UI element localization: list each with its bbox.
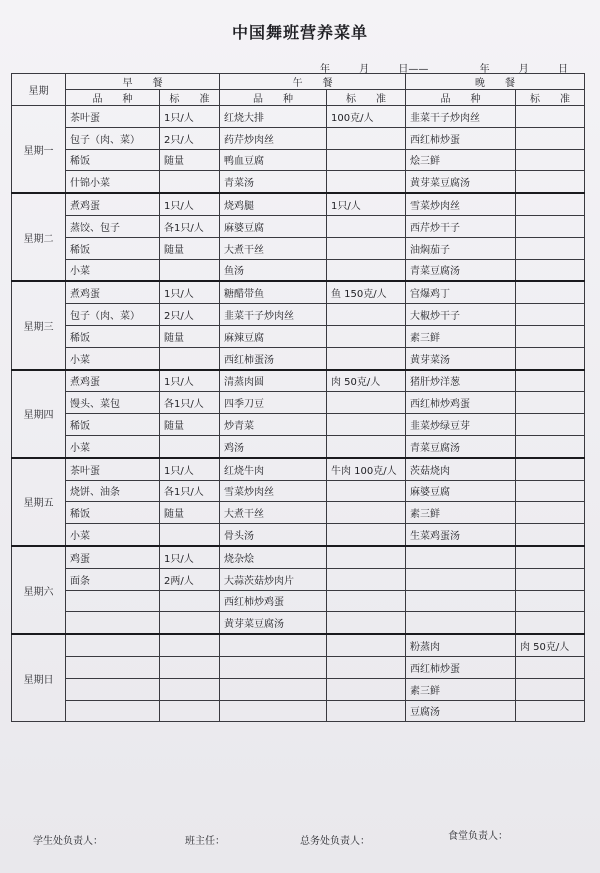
lunch-item-cell: 麻婆豆腐 [220, 215, 327, 237]
dinner-item-cell: 猪肝炒洋葱 [406, 370, 516, 392]
table-row [12, 127, 585, 149]
date-month-start: 月 [359, 64, 370, 75]
day-label: 星期二 [12, 193, 66, 281]
day-label: 星期一 [12, 106, 66, 194]
lunch-standard-cell [327, 237, 406, 259]
dinner-standard-cell [516, 127, 585, 149]
date-year-end: 年 [479, 64, 490, 75]
day-label: 星期五 [12, 458, 66, 546]
table-row [12, 678, 585, 700]
dinner-item-cell: 茨菇烧肉 [406, 458, 516, 480]
breakfast-standard-cell: 随量 [160, 414, 220, 436]
breakfast-standard-cell: 1只/人 [160, 546, 220, 568]
lunch-standard-cell [327, 656, 406, 678]
breakfast-standard-cell [160, 678, 220, 700]
breakfast-standard-cell: 2两/人 [160, 568, 220, 590]
lunch-item-cell: 鱼汤 [220, 259, 327, 281]
dinner-item-cell: 青菜豆腐汤 [406, 259, 516, 281]
breakfast-standard-cell [160, 590, 220, 612]
lunch-standard-cell: 肉 50克/人 [327, 370, 406, 392]
header-dinner-standard: 标 准 [516, 90, 585, 106]
lunch-item-cell: 雪菜炒肉丝 [220, 480, 327, 502]
table-row [12, 458, 585, 480]
breakfast-item-cell: 稀饭 [66, 237, 160, 259]
breakfast-item-cell: 包子（肉、菜） [66, 304, 160, 326]
lunch-item-cell [220, 678, 327, 700]
breakfast-standard-cell: 随量 [160, 502, 220, 524]
table-row [12, 392, 585, 414]
general-affairs-signature: 总务处负责人： [300, 836, 370, 847]
dinner-item-cell: 西红柿炒鸡蛋 [406, 392, 516, 414]
lunch-standard-cell [327, 700, 406, 722]
lunch-standard-cell [327, 127, 406, 149]
lunch-item-cell: 红烧牛肉 [220, 458, 327, 480]
dinner-standard-cell [516, 700, 585, 722]
dinner-item-cell: 粉蒸肉 [406, 634, 516, 656]
breakfast-item-cell: 稀饭 [66, 502, 160, 524]
table-row [12, 502, 585, 524]
header-day: 星期 [12, 74, 66, 106]
breakfast-standard-cell [160, 259, 220, 281]
lunch-standard-cell: 鱼 150克/人 [327, 281, 406, 303]
lunch-standard-cell [327, 480, 406, 502]
lunch-standard-cell [327, 325, 406, 347]
lunch-item-cell: 韭菜干子炒肉丝 [220, 304, 327, 326]
table-row [12, 215, 585, 237]
dinner-item-cell [406, 546, 516, 568]
dinner-standard-cell [516, 193, 585, 215]
table-row [12, 237, 585, 259]
header-lunch-standard: 标 准 [327, 90, 406, 106]
lunch-standard-cell [327, 171, 406, 193]
dinner-item-cell: 西红柿炒蛋 [406, 127, 516, 149]
breakfast-standard-cell [160, 171, 220, 193]
breakfast-item-cell: 稀饭 [66, 149, 160, 171]
header-dinner-item: 品 种 [406, 90, 516, 106]
table-row [12, 259, 585, 281]
breakfast-item-cell: 什锦小菜 [66, 171, 160, 193]
lunch-item-cell: 红烧大排 [220, 106, 327, 128]
lunch-item-cell: 骨头汤 [220, 524, 327, 546]
table-row [12, 480, 585, 502]
page-title: 中国舞班营养菜单 [231, 23, 368, 42]
breakfast-item-cell: 稀饭 [66, 414, 160, 436]
canteen-signature: 食堂负责人： [448, 831, 508, 842]
breakfast-item-cell: 煮鸡蛋 [66, 370, 160, 392]
breakfast-standard-cell [160, 347, 220, 369]
breakfast-standard-cell [160, 435, 220, 457]
header-breakfast-standard: 标 准 [160, 90, 220, 106]
table-row [12, 171, 585, 193]
breakfast-standard-cell: 各1只/人 [160, 215, 220, 237]
signature-line [0, 832, 600, 852]
dinner-standard-cell [516, 370, 585, 392]
lunch-standard-cell [327, 304, 406, 326]
breakfast-item-cell: 烧饼、油条 [66, 480, 160, 502]
date-day-end: 日 [557, 64, 568, 75]
dinner-item-cell: 油焖茄子 [406, 237, 516, 259]
table-row [12, 370, 585, 392]
dinner-standard-cell [516, 480, 585, 502]
breakfast-standard-cell: 1只/人 [160, 193, 220, 215]
dinner-item-cell: 韭菜干子炒肉丝 [406, 106, 516, 128]
dinner-standard-cell [516, 590, 585, 612]
dinner-standard-cell [516, 502, 585, 524]
breakfast-standard-cell: 1只/人 [160, 106, 220, 128]
breakfast-item-cell: 馒头、菜包 [66, 392, 160, 414]
dinner-item-cell: 素三鲜 [406, 325, 516, 347]
dinner-standard-cell [516, 106, 585, 128]
breakfast-standard-cell: 各1只/人 [160, 480, 220, 502]
breakfast-item-cell: 面条 [66, 568, 160, 590]
lunch-standard-cell [327, 435, 406, 457]
lunch-standard-cell [327, 502, 406, 524]
lunch-item-cell: 烧杂烩 [220, 546, 327, 568]
dinner-item-cell: 西芹炒干子 [406, 215, 516, 237]
dinner-standard-cell [516, 259, 585, 281]
dinner-item-cell [406, 590, 516, 612]
dinner-item-cell: 青菜豆腐汤 [406, 435, 516, 457]
lunch-standard-cell [327, 392, 406, 414]
lunch-item-cell: 炒青菜 [220, 414, 327, 436]
header-breakfast: 早 餐 [66, 74, 220, 90]
breakfast-item-cell: 小菜 [66, 524, 160, 546]
lunch-standard-cell [327, 678, 406, 700]
dinner-standard-cell [516, 678, 585, 700]
lunch-item-cell: 黄芽菜豆腐汤 [220, 612, 327, 634]
lunch-standard-cell [327, 347, 406, 369]
dinner-item-cell [406, 612, 516, 634]
lunch-item-cell: 药芹炒肉丝 [220, 127, 327, 149]
breakfast-item-cell: 煮鸡蛋 [66, 193, 160, 215]
header-dinner: 晚 餐 [406, 74, 585, 90]
breakfast-item-cell: 茶叶蛋 [66, 106, 160, 128]
date-year-start: 年 [320, 64, 330, 75]
header-lunch: 午 餐 [220, 74, 406, 90]
breakfast-item-cell [66, 678, 160, 700]
breakfast-item-cell: 小菜 [66, 347, 160, 369]
lunch-standard-cell: 牛肉 100克/人 [327, 458, 406, 480]
dinner-item-cell: 西红柿炒蛋 [406, 656, 516, 678]
breakfast-item-cell [66, 590, 160, 612]
breakfast-standard-cell [160, 700, 220, 722]
lunch-item-cell: 大煮干丝 [220, 237, 327, 259]
date-day-start: 日—— [398, 64, 429, 75]
breakfast-item-cell: 鸡蛋 [66, 546, 160, 568]
lunch-standard-cell [327, 634, 406, 656]
dinner-item-cell: 生菜鸡蛋汤 [406, 524, 516, 546]
day-label: 星期日 [12, 634, 66, 722]
header-lunch-item: 品 种 [220, 90, 327, 106]
dinner-standard-cell [516, 435, 585, 457]
breakfast-item-cell: 包子（肉、菜） [66, 127, 160, 149]
lunch-item-cell: 大蒜茨菇炒肉片 [220, 568, 327, 590]
breakfast-item-cell [66, 634, 160, 656]
table-row [12, 590, 585, 612]
breakfast-item-cell [66, 700, 160, 722]
dinner-standard-cell [516, 524, 585, 546]
table-row [12, 612, 585, 634]
dinner-standard-cell [516, 458, 585, 480]
table-row [12, 700, 585, 722]
lunch-standard-cell: 100克/人 [327, 106, 406, 128]
lunch-item-cell: 鸭血豆腐 [220, 149, 327, 171]
lunch-item-cell: 糖醋带鱼 [220, 281, 327, 303]
dinner-standard-cell [516, 325, 585, 347]
dinner-standard-cell [516, 546, 585, 568]
dinner-standard-cell: 肉 50克/人 [516, 634, 585, 656]
breakfast-item-cell: 稀饭 [66, 325, 160, 347]
lunch-item-cell [220, 656, 327, 678]
dinner-standard-cell [516, 171, 585, 193]
lunch-item-cell [220, 634, 327, 656]
table-row [12, 546, 585, 568]
breakfast-item-cell: 蒸饺、包子 [66, 215, 160, 237]
dinner-standard-cell [516, 347, 585, 369]
date-month-end: 月 [518, 64, 529, 75]
breakfast-standard-cell: 1只/人 [160, 370, 220, 392]
breakfast-standard-cell: 随量 [160, 325, 220, 347]
dinner-standard-cell [516, 237, 585, 259]
lunch-item-cell: 青菜汤 [220, 171, 327, 193]
table-row [12, 524, 585, 546]
breakfast-standard-cell: 2只/人 [160, 127, 220, 149]
day-label: 星期六 [12, 546, 66, 634]
menu-body [12, 106, 585, 722]
dinner-item-cell: 宫爆鸡丁 [406, 281, 516, 303]
dinner-standard-cell [516, 304, 585, 326]
dinner-item-cell: 黄芽菜豆腐汤 [406, 171, 516, 193]
dinner-standard-cell [516, 215, 585, 237]
lunch-standard-cell [327, 215, 406, 237]
dinner-item-cell: 豆腐汤 [406, 700, 516, 722]
table-row [12, 656, 585, 678]
breakfast-item-cell: 小菜 [66, 435, 160, 457]
class-teacher-signature: 班主任： [185, 836, 225, 847]
dinner-item-cell: 大椒炒干子 [406, 304, 516, 326]
dinner-item-cell: 韭菜炒绿豆芽 [406, 414, 516, 436]
breakfast-item-cell [66, 656, 160, 678]
table-row [12, 106, 585, 128]
lunch-standard-cell [327, 259, 406, 281]
table-row [12, 149, 585, 171]
dinner-item-cell: 黄芽菜汤 [406, 347, 516, 369]
breakfast-standard-cell: 随量 [160, 237, 220, 259]
lunch-standard-cell [327, 524, 406, 546]
dinner-item-cell: 烩三鲜 [406, 149, 516, 171]
dinner-item-cell [406, 568, 516, 590]
lunch-item-cell: 烧鸡腿 [220, 193, 327, 215]
breakfast-standard-cell: 各1只/人 [160, 392, 220, 414]
day-label: 星期三 [12, 281, 66, 369]
day-label: 星期四 [12, 370, 66, 458]
lunch-standard-cell: 1只/人 [327, 193, 406, 215]
lunch-item-cell: 麻辣豆腐 [220, 325, 327, 347]
dinner-standard-cell [516, 149, 585, 171]
table-row [12, 304, 585, 326]
lunch-standard-cell [327, 590, 406, 612]
table-row [12, 281, 585, 303]
dinner-standard-cell [516, 656, 585, 678]
lunch-item-cell: 大煮干丝 [220, 502, 327, 524]
lunch-item-cell: 四季刀豆 [220, 392, 327, 414]
breakfast-item-cell: 小菜 [66, 259, 160, 281]
dinner-standard-cell [516, 612, 585, 634]
header-breakfast-item: 品 种 [66, 90, 160, 106]
table-row [12, 435, 585, 457]
lunch-item-cell: 清蒸肉圆 [220, 370, 327, 392]
table-row [12, 347, 585, 369]
table-row [12, 634, 585, 656]
dinner-standard-cell [516, 281, 585, 303]
lunch-standard-cell [327, 149, 406, 171]
breakfast-standard-cell [160, 656, 220, 678]
breakfast-standard-cell [160, 524, 220, 546]
lunch-standard-cell [327, 568, 406, 590]
breakfast-item-cell: 煮鸡蛋 [66, 281, 160, 303]
breakfast-standard-cell: 1只/人 [160, 281, 220, 303]
breakfast-item-cell: 茶叶蛋 [66, 458, 160, 480]
lunch-item-cell: 西红柿蛋汤 [220, 347, 327, 369]
lunch-standard-cell [327, 546, 406, 568]
student-office-signature: 学生处负责人： [33, 836, 103, 847]
dinner-item-cell: 雪菜炒肉丝 [406, 193, 516, 215]
dinner-item-cell: 素三鲜 [406, 502, 516, 524]
table-row [12, 568, 585, 590]
lunch-item-cell [220, 700, 327, 722]
dinner-standard-cell [516, 568, 585, 590]
dinner-item-cell: 麻婆豆腐 [406, 480, 516, 502]
breakfast-standard-cell: 2只/人 [160, 304, 220, 326]
table-row [12, 414, 585, 436]
breakfast-standard-cell [160, 612, 220, 634]
breakfast-standard-cell: 随量 [160, 149, 220, 171]
lunch-item-cell: 西红柿炒鸡蛋 [220, 590, 327, 612]
breakfast-standard-cell: 1只/人 [160, 458, 220, 480]
lunch-standard-cell [327, 612, 406, 634]
dinner-standard-cell [516, 392, 585, 414]
breakfast-standard-cell [160, 634, 220, 656]
menu-table [11, 73, 585, 722]
dinner-item-cell: 素三鲜 [406, 678, 516, 700]
table-row [12, 193, 585, 215]
lunch-item-cell: 鸡汤 [220, 435, 327, 457]
dinner-standard-cell [516, 414, 585, 436]
breakfast-item-cell [66, 612, 160, 634]
lunch-standard-cell [327, 414, 406, 436]
table-row [12, 325, 585, 347]
